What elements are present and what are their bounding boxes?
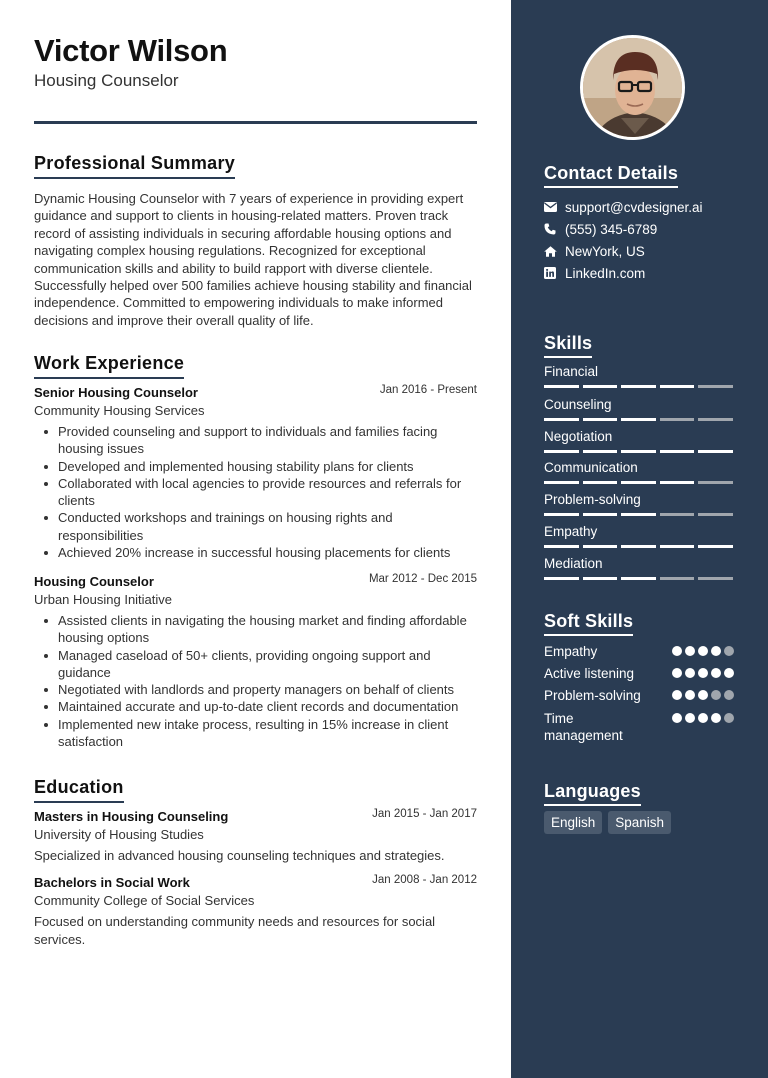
job-organization: Community Housing Services (34, 403, 205, 418)
contact-text: NewYork, US (565, 243, 645, 259)
skill-bar (544, 545, 733, 548)
job-bullets (34, 423, 477, 561)
skill-bar-segment (698, 450, 733, 453)
skill-bar-segment (621, 545, 656, 548)
rating-dot (685, 713, 695, 723)
skill-bar-segment (544, 385, 579, 388)
rating-dot (711, 646, 721, 656)
skill-name: Negotiation (544, 429, 613, 444)
skill-name: Financial (544, 364, 599, 379)
rating-dot (672, 690, 682, 700)
degree-title: Bachelors in Social Work (34, 875, 190, 890)
skill-item (544, 429, 733, 453)
contact-text: support@cvdesigner.ai (565, 199, 703, 215)
rating-dot (685, 646, 695, 656)
soft-skill-item (544, 710, 734, 744)
skill-bar-segment (698, 513, 733, 516)
experience-heading: Work Experience (34, 353, 184, 379)
skill-bar-segment (660, 545, 695, 548)
rating-dot (672, 668, 682, 678)
skill-name: Communication (544, 460, 638, 475)
header-divider (34, 121, 477, 124)
list-item: Managed caseload of 50+ clients, providing ongoing support and guidance (34, 647, 477, 682)
skill-bar-segment (660, 385, 695, 388)
skill-bar (544, 385, 733, 388)
rating-dot (711, 713, 721, 723)
skill-bar-segment (583, 385, 618, 388)
rating-dot (672, 713, 682, 723)
linkedin-icon (544, 267, 565, 279)
contact-text: (555) 345-6789 (565, 221, 658, 237)
skill-bar-segment (660, 481, 695, 484)
skill-name: Counseling (544, 397, 612, 412)
soft-skill-name: Empathy (544, 644, 598, 659)
contact-phone[interactable] (544, 218, 744, 240)
skill-bar-segment (660, 513, 695, 516)
soft-skill-item (544, 665, 734, 682)
soft-skill-name: Problem-solving (544, 688, 641, 703)
rating-dot (698, 690, 708, 700)
skill-bar-segment (660, 577, 695, 580)
language-list (544, 811, 671, 834)
job-bullets (34, 612, 477, 750)
soft-skill-item (544, 643, 734, 660)
avatar (580, 35, 685, 140)
education-date: Jan 2008 - Jan 2012 (372, 874, 477, 886)
skill-bar-segment (583, 481, 618, 484)
skill-bar-segment (621, 513, 656, 516)
skill-bar (544, 418, 733, 421)
list-item: Developed and implemented housing stability plans for clients (34, 458, 477, 475)
list-item: Maintained accurate and up-to-date client records and documentation (34, 698, 477, 715)
skill-bar-segment (698, 545, 733, 548)
job-date: Mar 2012 - Dec 2015 (368, 573, 477, 585)
home-icon (544, 246, 565, 257)
skill-bar (544, 481, 733, 484)
skill-bar-segment (660, 418, 695, 421)
rating-dot (698, 668, 708, 678)
list-item: Conducted workshops and trainings on housing rights and responsibilities (34, 509, 477, 544)
skills-heading: Skills (544, 333, 592, 358)
skill-bar-segment (544, 418, 579, 421)
summary-text: Dynamic Housing Counselor with 7 years of experience in providing expert guidance and support to clients in housing-related matters. Proven track record of assisting individuals in securing affordable housing options and navigating complex housing regulations. Recognized for exceptional communication skills and ability to build rapport with diverse clientele. Successfully helped over 500 families achieve housing stability and financial independence. Committed to empowering individuals to make informed decisions and improve their overall quality of life. (34, 191, 472, 328)
skill-item (544, 460, 733, 484)
soft-skill-dots (672, 668, 734, 682)
candidate-role: Housing Counselor (34, 71, 179, 90)
skill-bar-segment (698, 385, 733, 388)
contact-list (544, 196, 744, 284)
skill-bar-segment (698, 481, 733, 484)
education-date: Jan 2015 - Jan 2017 (372, 808, 477, 820)
rating-dot (724, 668, 734, 678)
soft-skill-dots (672, 713, 734, 744)
skill-bar-segment (544, 577, 579, 580)
rating-dot (711, 690, 721, 700)
envelope-icon (544, 202, 565, 212)
skill-bar-segment (621, 577, 656, 580)
language-tag: English (544, 811, 602, 834)
skill-bar-segment (583, 545, 618, 548)
candidate-name: Victor Wilson (34, 33, 228, 68)
job-date: Jan 2016 - Present (379, 384, 477, 396)
rating-dot (724, 713, 734, 723)
skill-bar-segment (544, 481, 579, 484)
rating-dot (698, 713, 708, 723)
contact-email[interactable] (544, 196, 744, 218)
skill-item (544, 524, 733, 548)
skill-bar-segment (544, 450, 579, 453)
education-description: Specialized in advanced housing counseling techniques and strategies. (34, 848, 445, 863)
soft-skills-heading: Soft Skills (544, 611, 633, 636)
rating-dot (685, 668, 695, 678)
rating-dot (711, 668, 721, 678)
skill-bar-segment (621, 481, 656, 484)
skill-bar-segment (583, 513, 618, 516)
education-heading: Education (34, 777, 124, 803)
school-name: Community College of Social Services (34, 893, 255, 908)
skill-item (544, 397, 733, 421)
skill-bar (544, 450, 733, 453)
skill-item (544, 492, 733, 516)
languages-heading: Languages (544, 781, 641, 806)
job-entry (34, 573, 477, 750)
school-name: University of Housing Studies (34, 827, 204, 842)
skill-bar-segment (583, 450, 618, 453)
skill-bar (544, 513, 733, 516)
skill-bar-segment (544, 513, 579, 516)
job-title: Senior Housing Counselor (34, 385, 198, 400)
soft-skill-item (544, 687, 734, 704)
contact-linkedin[interactable] (544, 262, 744, 284)
skill-bar-segment (660, 450, 695, 453)
list-item: Provided counseling and support to individuals and families facing housing issues (34, 423, 477, 458)
contact-text: LinkedIn.com (565, 265, 646, 281)
education-description: Focused on understanding community needs and resources for social services. (34, 914, 436, 947)
soft-skill-name: Time management (544, 711, 623, 743)
skill-bar-segment (698, 577, 733, 580)
skill-bar-segment (583, 577, 618, 580)
job-organization: Urban Housing Initiative (34, 592, 173, 607)
skill-bar-segment (544, 545, 579, 548)
rating-dot (698, 646, 708, 656)
education-entry (34, 874, 477, 948)
rating-dot (685, 690, 695, 700)
skill-bar-segment (583, 418, 618, 421)
skill-name: Mediation (544, 556, 603, 571)
language-tag: Spanish (608, 811, 671, 834)
skill-name: Problem-solving (544, 492, 641, 507)
list-item: Implemented new intake process, resulting in 15% increase in client satisfaction (34, 716, 477, 751)
soft-skill-name: Active listening (544, 666, 635, 681)
soft-skill-dots (672, 690, 734, 704)
soft-skill-dots (672, 646, 734, 660)
contact-heading: Contact Details (544, 163, 678, 188)
education-entry (34, 808, 477, 865)
rating-dot (724, 690, 734, 700)
skill-item (544, 556, 733, 580)
degree-title: Masters in Housing Counseling (34, 809, 229, 824)
skill-name: Empathy (544, 524, 598, 539)
rating-dot (724, 646, 734, 656)
skill-item (544, 364, 733, 388)
list-item: Achieved 20% increase in successful housing placements for clients (34, 544, 477, 561)
skill-bar-segment (621, 418, 656, 421)
list-item: Assisted clients in navigating the housing market and finding affordable housing options (34, 612, 477, 647)
rating-dot (672, 646, 682, 656)
skill-bar-segment (621, 450, 656, 453)
contact-location (544, 240, 744, 262)
skill-bar-segment (621, 385, 656, 388)
skill-bar-segment (698, 418, 733, 421)
skill-bar (544, 577, 733, 580)
summary-heading: Professional Summary (34, 153, 235, 179)
list-item: Negotiated with landlords and property managers on behalf of clients (34, 681, 477, 698)
job-entry (34, 384, 477, 561)
phone-icon (544, 223, 565, 235)
job-title: Housing Counselor (34, 574, 154, 589)
list-item: Collaborated with local agencies to provide resources and referrals for clients (34, 475, 477, 510)
